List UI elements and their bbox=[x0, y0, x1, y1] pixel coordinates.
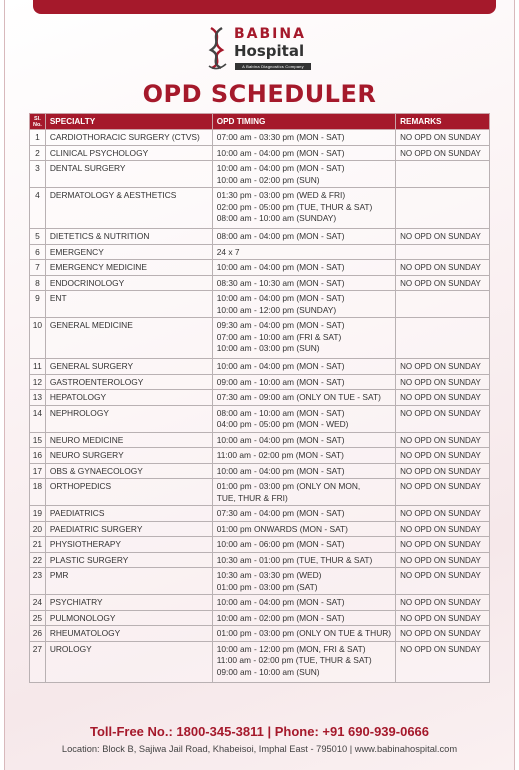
logo-brand-line2: Hospital bbox=[234, 42, 305, 60]
row-sl-no: 2 bbox=[30, 145, 46, 161]
timing-line: TUE, THUR & FRI) bbox=[216, 492, 288, 503]
table-row bbox=[30, 595, 490, 611]
row-remarks: NO OPD ON SUNDAY bbox=[396, 626, 490, 642]
row-opd-timing bbox=[212, 506, 395, 522]
row-opd-timing bbox=[212, 161, 395, 188]
row-remarks: NO OPD ON SUNDAY bbox=[396, 405, 490, 432]
timing-line: 10:00 am - 04:00 pm (MON - SAT) bbox=[216, 262, 345, 272]
timing-line: 10:00 am - 04:00 pm (MON - SAT) bbox=[216, 293, 345, 303]
header-opd-timing: OPD TIMING bbox=[212, 114, 395, 130]
timing-line: 10:00 am - 03:00 pm (SUN) bbox=[216, 343, 320, 353]
row-sl-no: 26 bbox=[30, 626, 46, 642]
row-sl-no: 16 bbox=[30, 448, 46, 464]
table-row bbox=[30, 359, 490, 375]
timing-line: 09:30 am - 04:00 pm (MON - SAT) bbox=[216, 320, 345, 330]
table-row bbox=[30, 275, 490, 291]
row-opd-timing bbox=[212, 552, 395, 568]
row-opd-timing bbox=[212, 390, 395, 406]
timing-line: 09:00 am - 10:00 am (MON - SAT) bbox=[216, 376, 345, 387]
timing-line: 10:00 am - 04:00 pm (MON - SAT) bbox=[216, 434, 345, 445]
row-opd-timing bbox=[212, 479, 395, 506]
row-remarks bbox=[396, 318, 490, 359]
row-opd-timing bbox=[212, 145, 395, 161]
timing-line: 02:00 pm - 05:00 pm (TUE, THUR & SAT) bbox=[216, 201, 373, 212]
row-sl-no: 15 bbox=[30, 432, 46, 448]
timing-line: 09:00 am - 10:00 am (SUN) bbox=[216, 666, 320, 677]
row-sl-no: 14 bbox=[30, 405, 46, 432]
timing-line: 10:00 am - 04:00 pm (MON - SAT) bbox=[216, 147, 345, 158]
row-specialty: GASTROENTEROLOGY bbox=[45, 374, 212, 390]
top-banner-bar bbox=[33, 0, 496, 14]
row-remarks: NO OPD ON SUNDAY bbox=[396, 595, 490, 611]
row-specialty: PLASTIC SURGERY bbox=[45, 552, 212, 568]
table-header-row bbox=[30, 114, 490, 130]
logo-tagline: A Babina Diagnostics Company bbox=[235, 63, 311, 70]
row-specialty: CLINICAL PSYCHOLOGY bbox=[45, 145, 212, 161]
row-opd-timing bbox=[212, 521, 395, 537]
table-row bbox=[30, 390, 490, 406]
timing-line: 10:00 am - 12:00 pm (SUNDAY) bbox=[216, 304, 337, 315]
row-sl-no: 25 bbox=[30, 610, 46, 626]
timing-line: 10:30 am - 01:00 pm (TUE, THUR & SAT) bbox=[216, 554, 373, 565]
row-specialty: NEPHROLOGY bbox=[45, 405, 212, 432]
opd-schedule-table bbox=[29, 113, 490, 683]
row-opd-timing bbox=[212, 626, 395, 642]
row-remarks: NO OPD ON SUNDAY bbox=[396, 448, 490, 464]
row-sl-no: 4 bbox=[30, 188, 46, 229]
row-remarks bbox=[396, 188, 490, 229]
row-opd-timing bbox=[212, 188, 395, 229]
table-row bbox=[30, 260, 490, 276]
row-specialty: ENT bbox=[45, 291, 212, 318]
row-remarks: NO OPD ON SUNDAY bbox=[396, 390, 490, 406]
row-opd-timing bbox=[212, 130, 395, 146]
table-row bbox=[30, 291, 490, 318]
row-opd-timing bbox=[212, 405, 395, 432]
timing-line: 24 x 7 bbox=[216, 246, 240, 257]
timing-line: 07:00 am - 03:30 pm (MON - SAT) bbox=[216, 132, 345, 142]
row-specialty: OBS & GYNAECOLOGY bbox=[45, 463, 212, 479]
header-specialty: SPECIALTY bbox=[45, 114, 212, 130]
header-remarks: REMARKS bbox=[396, 114, 490, 130]
row-remarks: NO OPD ON SUNDAY bbox=[396, 521, 490, 537]
table-row bbox=[30, 521, 490, 537]
row-remarks: NO OPD ON SUNDAY bbox=[396, 359, 490, 375]
row-specialty: CARDIOTHORACIC SURGERY (CTVS) bbox=[45, 130, 212, 146]
row-sl-no: 12 bbox=[30, 374, 46, 390]
row-remarks: NO OPD ON SUNDAY bbox=[396, 463, 490, 479]
timing-line: 08:00 am - 04:00 pm (MON - SAT) bbox=[216, 231, 345, 241]
timing-line: 10:00 am - 04:00 pm (MON - SAT) bbox=[216, 597, 345, 607]
row-remarks: NO OPD ON SUNDAY bbox=[396, 229, 490, 245]
row-specialty: EMERGENCY MEDICINE bbox=[45, 260, 212, 276]
row-remarks: NO OPD ON SUNDAY bbox=[396, 506, 490, 522]
table-row bbox=[30, 610, 490, 626]
row-opd-timing bbox=[212, 448, 395, 464]
row-sl-no: 23 bbox=[30, 568, 46, 595]
timing-line: 08:30 am - 10:30 am (MON - SAT) bbox=[216, 277, 345, 288]
logo-brand-line1: BABINA bbox=[234, 26, 306, 42]
row-sl-no: 5 bbox=[30, 229, 46, 245]
row-opd-timing bbox=[212, 432, 395, 448]
row-sl-no: 6 bbox=[30, 244, 46, 260]
row-opd-timing bbox=[212, 275, 395, 291]
row-specialty: DENTAL SURGERY bbox=[45, 161, 212, 188]
table-row bbox=[30, 374, 490, 390]
timing-line: 08:00 am - 10:00 am (MON - SAT) bbox=[216, 407, 345, 418]
table-row bbox=[30, 432, 490, 448]
row-remarks: NO OPD ON SUNDAY bbox=[396, 275, 490, 291]
location-line: Location: Block B, Sajiwa Jail Road, Khabeisoi, Imphal East - 795010 | www.babinahospital.com bbox=[61, 744, 458, 754]
timing-line: 11:00 am - 02:00 pm (TUE, THUR & SAT) bbox=[216, 655, 372, 665]
row-opd-timing bbox=[212, 641, 395, 682]
row-opd-timing bbox=[212, 568, 395, 595]
row-opd-timing bbox=[212, 260, 395, 276]
table-row bbox=[30, 552, 490, 568]
row-specialty: ORTHOPEDICS bbox=[45, 479, 212, 506]
page-title: OPD SCHEDULER bbox=[142, 80, 377, 108]
table-row bbox=[30, 229, 490, 245]
timing-line: 01:00 pm ONWARDS (MON - SAT) bbox=[216, 523, 348, 534]
row-opd-timing bbox=[212, 374, 395, 390]
row-sl-no: 20 bbox=[30, 521, 46, 537]
timing-line: 10:00 am - 02:00 pm (MON - SAT) bbox=[216, 612, 345, 623]
row-specialty: NEURO SURGERY bbox=[45, 448, 212, 464]
row-sl-no: 13 bbox=[30, 390, 46, 406]
timing-line: 10:00 am - 04:00 pm (MON - SAT) bbox=[216, 361, 345, 371]
timing-line: 07:00 am - 10:00 am (FRI & SAT) bbox=[216, 331, 342, 342]
table-row bbox=[30, 568, 490, 595]
row-remarks bbox=[396, 244, 490, 260]
row-sl-no: 21 bbox=[30, 537, 46, 553]
timing-line: 10:00 am - 04:00 pm (MON - SAT) bbox=[216, 465, 345, 476]
row-opd-timing bbox=[212, 610, 395, 626]
row-sl-no: 27 bbox=[30, 641, 46, 682]
row-specialty: ENDOCRINOLOGY bbox=[45, 275, 212, 291]
table-row bbox=[30, 318, 490, 359]
timing-line: 01:00 pm - 03:00 pm (ONLY ON TUE & THUR) bbox=[216, 628, 392, 638]
row-specialty: PAEDIATRICS bbox=[45, 506, 212, 522]
row-specialty: PSYCHIATRY bbox=[45, 595, 212, 611]
row-remarks: NO OPD ON SUNDAY bbox=[396, 568, 490, 595]
table-row bbox=[30, 244, 490, 260]
row-remarks: NO OPD ON SUNDAY bbox=[396, 432, 490, 448]
row-specialty: PMR bbox=[45, 568, 212, 595]
row-specialty: PHYSIOTHERAPY bbox=[45, 537, 212, 553]
row-remarks: NO OPD ON SUNDAY bbox=[396, 374, 490, 390]
timing-line: 10:00 am - 04:00 pm (MON - SAT) bbox=[216, 163, 345, 173]
row-sl-no: 8 bbox=[30, 275, 46, 291]
row-remarks: NO OPD ON SUNDAY bbox=[396, 130, 490, 146]
row-specialty: HEPATOLOGY bbox=[45, 390, 212, 406]
timing-line: 04:00 pm - 05:00 pm (MON - WED) bbox=[216, 419, 349, 429]
row-sl-no: 19 bbox=[30, 506, 46, 522]
row-sl-no: 10 bbox=[30, 318, 46, 359]
row-sl-no: 1 bbox=[30, 130, 46, 146]
table-row bbox=[30, 506, 490, 522]
timing-line: 08:00 am - 10:00 am (SUNDAY) bbox=[216, 213, 337, 223]
table-row bbox=[30, 188, 490, 229]
row-sl-no: 18 bbox=[30, 479, 46, 506]
row-opd-timing bbox=[212, 244, 395, 260]
row-specialty: RHEUMATOLOGY bbox=[45, 626, 212, 642]
row-specialty: GENERAL SURGERY bbox=[45, 359, 212, 375]
row-specialty: DERMATOLOGY & AESTHETICS bbox=[45, 188, 212, 229]
row-specialty: PAEDIATRIC SURGERY bbox=[45, 521, 212, 537]
dna-helix-icon bbox=[206, 26, 228, 70]
row-opd-timing bbox=[212, 229, 395, 245]
row-remarks: NO OPD ON SUNDAY bbox=[396, 641, 490, 682]
timing-line: 07:30 am - 09:00 am (ONLY ON TUE - SAT) bbox=[216, 392, 381, 402]
row-opd-timing bbox=[212, 318, 395, 359]
contact-line: Toll-Free No.: 1800-345-3811 | Phone: +91 690-939-0666 bbox=[89, 724, 430, 739]
row-specialty: PULMONOLOGY bbox=[45, 610, 212, 626]
row-sl-no: 24 bbox=[30, 595, 46, 611]
table-row bbox=[30, 448, 490, 464]
table-row bbox=[30, 626, 490, 642]
row-remarks: NO OPD ON SUNDAY bbox=[396, 610, 490, 626]
row-remarks: NO OPD ON SUNDAY bbox=[396, 260, 490, 276]
row-opd-timing bbox=[212, 463, 395, 479]
timing-line: 10:00 am - 12:00 pm (MON, FRI & SAT) bbox=[216, 643, 366, 654]
timing-line: 01:00 pm - 03:00 pm (SAT) bbox=[216, 581, 318, 592]
timing-line: 01:30 pm - 03:00 pm (WED & FRI) bbox=[216, 190, 346, 200]
row-sl-no: 17 bbox=[30, 463, 46, 479]
row-remarks: NO OPD ON SUNDAY bbox=[396, 479, 490, 506]
row-opd-timing bbox=[212, 537, 395, 553]
table-row bbox=[30, 405, 490, 432]
row-opd-timing bbox=[212, 359, 395, 375]
timing-line: 01:00 pm - 03:00 pm (ONLY ON MON, bbox=[216, 481, 361, 491]
table-row bbox=[30, 641, 490, 682]
row-specialty: UROLOGY bbox=[45, 641, 212, 682]
row-sl-no: 22 bbox=[30, 552, 46, 568]
row-specialty: EMERGENCY bbox=[45, 244, 212, 260]
row-sl-no: 11 bbox=[30, 359, 46, 375]
row-specialty: NEURO MEDICINE bbox=[45, 432, 212, 448]
table-row bbox=[30, 145, 490, 161]
row-opd-timing bbox=[212, 595, 395, 611]
table-row bbox=[30, 479, 490, 506]
table-row bbox=[30, 537, 490, 553]
row-sl-no: 9 bbox=[30, 291, 46, 318]
row-remarks: NO OPD ON SUNDAY bbox=[396, 552, 490, 568]
timing-line: 10:00 am - 06:00 pm (MON - SAT) bbox=[216, 539, 345, 549]
table-row bbox=[30, 463, 490, 479]
timing-line: 11:00 am - 02:00 pm (MON - SAT) bbox=[216, 450, 344, 460]
row-sl-no: 7 bbox=[30, 260, 46, 276]
row-opd-timing bbox=[212, 291, 395, 318]
table-row bbox=[30, 130, 490, 146]
row-remarks bbox=[396, 161, 490, 188]
header-sl-no: Sl. No. bbox=[30, 114, 46, 130]
row-specialty: GENERAL MEDICINE bbox=[45, 318, 212, 359]
row-remarks: NO OPD ON SUNDAY bbox=[396, 537, 490, 553]
hospital-logo bbox=[206, 24, 316, 76]
row-sl-no: 3 bbox=[30, 161, 46, 188]
timing-line: 10:30 am - 03:30 pm (WED) bbox=[216, 570, 322, 580]
row-remarks: NO OPD ON SUNDAY bbox=[396, 145, 490, 161]
table-row bbox=[30, 161, 490, 188]
row-remarks bbox=[396, 291, 490, 318]
timing-line: 10:00 am - 02:00 pm (SUN) bbox=[216, 174, 320, 185]
timing-line: 07:30 am - 04:00 pm (MON - SAT) bbox=[216, 508, 345, 518]
row-specialty: DIETETICS & NUTRITION bbox=[45, 229, 212, 245]
